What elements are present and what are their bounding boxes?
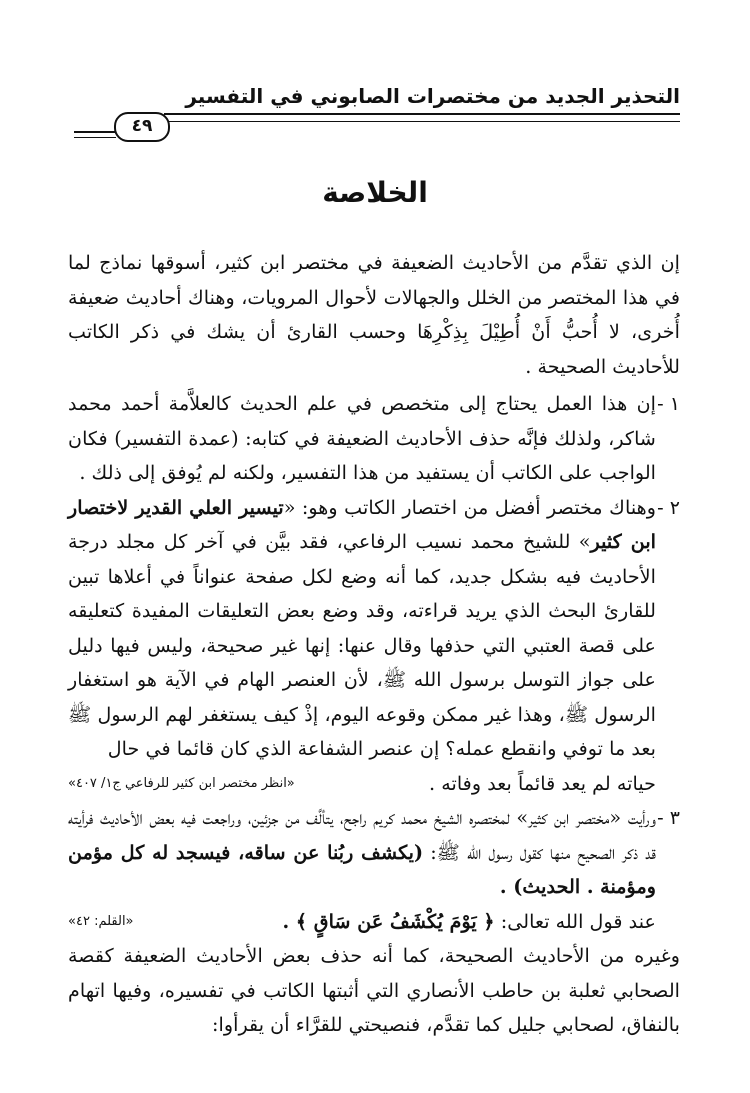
item-body xyxy=(68,491,656,802)
reference-note: «انظر مختصر ابن كثير للرفاعي ج١/ ٤٠٧» xyxy=(68,775,295,791)
ref-line xyxy=(68,905,656,940)
header-rule-left-upper xyxy=(74,131,116,133)
hadith-quote: (يكشف ربُنا عن ساقه، فيسجد له كل مؤمن ومؤمنة . الحديث) . xyxy=(68,840,656,898)
running-title: التحذير الجديد من مختصرات الصابوني في التفسير xyxy=(185,84,680,108)
header-rule-lower xyxy=(164,121,680,122)
list-item xyxy=(68,491,680,802)
list-item xyxy=(68,801,680,939)
item-lead: وهناك مختصر أفضل من اختصار الكاتب وهو: « xyxy=(283,495,656,519)
verse-intro: عند قول الله تعالى: xyxy=(500,909,656,933)
intro-paragraph: إن الذي تقدَّم من الأحاديث الضعيفة في مختصر ابن كثير، أسوقها نماذج لما في هذا المختصر من الخلل والجهالات لأحوال المرويات، وهناك أحاديث ضعيفة أُخرى، لا أُحبُّ أَنْ أُطِيْلَ بِذِكْرِهَا وحسب القارئ أن يشك في ذكر الكاتب للأحاديث الصحيحة . xyxy=(68,251,680,378)
chapter-title: الخلاصة xyxy=(322,176,428,209)
item-text: إن هذا العمل يحتاج إلى متخصص في علم الحديث كالعلاَّمة أحمد محمد شاكر، ولذلك فإنَّه حذف الأحاديث الضعيفة في كتابه: (عمدة التفسير) فكان الواجب على الكاتب أن يستفيد من هذا التفسير، ولكنه لم يُوفق إلى ذلك . xyxy=(68,392,656,484)
verse-reference: «القلم: ٤٢» xyxy=(68,913,134,929)
verse-line xyxy=(283,905,656,940)
item-number: ١ - xyxy=(657,392,680,415)
item-number: ٢ - xyxy=(657,495,680,519)
book-title: تيسير العلي القدير لاختصار ابن كثير xyxy=(68,495,657,553)
header-rule-left-lower xyxy=(74,137,116,138)
item-text: » للشيخ محمد نسيب الرفاعي، فقد بيَّن في آخر كل مجلد درجة الأحاديث فيه بشكل جديد، كما أنه وضع لكل صفحة عنواناً في أعلاها تبين للقارئ البحث الذي يريد قراءته، وقد وضع بعض التعليقات المفيدة كتعليقه على قصة العتبي التي حذفها وقال عنها: إنها غير صحيحة، وليس فيها دليل على جواز التوسل برسول الله ﷺ، لأن العنصر الهام في الآية هو استغفار الرسول ﷺ، وهذا غير ممكن وقوعه اليوم، إذْ كيف يستغفر لهم الرسول ﷺ بعد ما توفي وانقطع عمله؟ إن عنصر الشفاعة الذي كان قائما في حال xyxy=(68,530,656,760)
quran-verse: ﴿ يَوْمَ يُكْشَفُ عَن سَاقٍ ﴾ . xyxy=(282,909,495,933)
header-rule-upper xyxy=(164,113,680,115)
closing-paragraph: وغيره من الأحاديث الصحيحة، كما أنه حذف بعض الأحاديث الضعيفة كقصة الصحابي ثعلبة بن حاطب الأنصاري التي أثبتها الكاتب في تفسيره، وفيها اتهام بالنفاق، لصحابي جليل كما تقدَّم، فنصيحتي للقرَّاء أن يقرأوا: xyxy=(68,944,680,1036)
item-last-line: حياته لم يعد قائماً بعد وفاته . xyxy=(429,771,656,795)
page-number: ٤٩ xyxy=(114,112,170,142)
ref-line xyxy=(68,767,656,802)
item-body xyxy=(68,801,656,939)
list-item xyxy=(68,387,680,491)
numbered-list xyxy=(68,387,680,1043)
item-number: ٣ - xyxy=(657,806,680,829)
item-text: ورأيت «مختصر ابن كثير» لمختصره الشيخ محمد كريم راجح، يتألَّف من جزئين، وراجعت فيه بعض الأحاديث فرأيته قد ذكر الصحيح منها كقول رسول الله ﷺ: xyxy=(68,806,656,864)
